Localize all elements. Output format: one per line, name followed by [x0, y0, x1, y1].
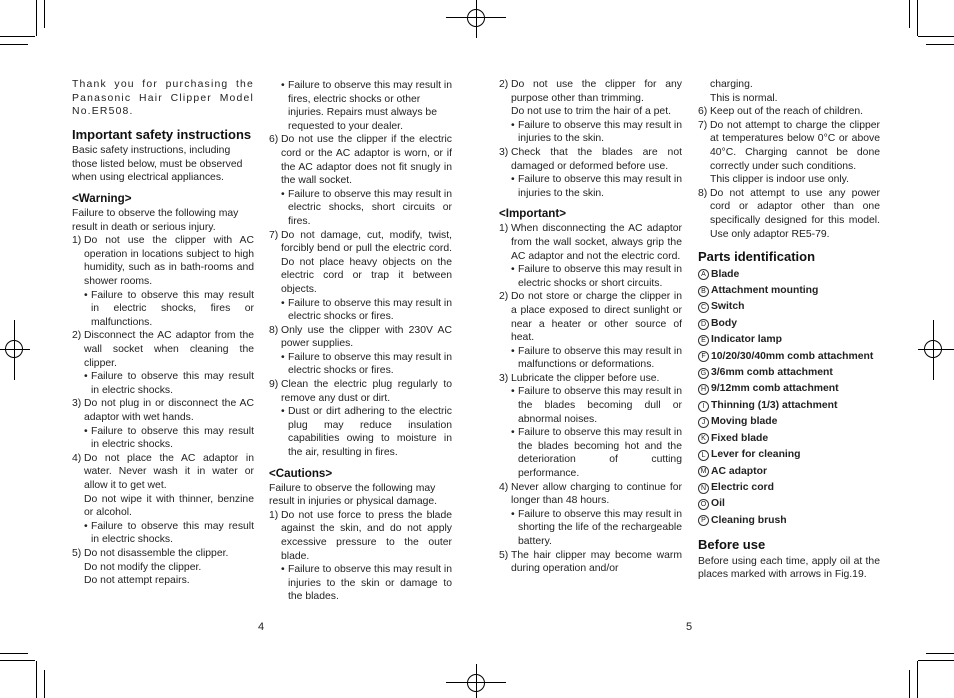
parts-item	[698, 365, 880, 381]
list-item: 7) Do not damage, cut, modify, twist, forcibly bend or pull the electric cord. Do not place heavy objects on the electric cord or trap it between objects.	[269, 229, 452, 295]
parts-letter: P	[698, 515, 709, 526]
list-subitem: • Failure to observe this may result in the blades becoming dull or abnormal noises.	[511, 386, 683, 425]
cautions-heading: <Cautions>	[269, 466, 333, 480]
parts-letter: L	[698, 450, 709, 461]
crop-mark	[926, 653, 954, 654]
parts-item	[698, 283, 880, 299]
parts-item	[698, 431, 880, 447]
parts-item	[698, 513, 880, 529]
parts-label: 9/12mm comb attachment	[711, 383, 839, 395]
parts-item	[698, 267, 880, 283]
crop-mark	[0, 44, 28, 45]
list-note: Do not modify the clipper.	[84, 561, 202, 573]
parts-letter: G	[698, 368, 709, 379]
parts-label: Lever for cleaning	[711, 449, 801, 461]
list-item: 5) Do not disassemble the clipper.	[72, 547, 229, 559]
parts-label: 10/20/30/40mm comb attachment	[711, 350, 874, 362]
parts-item	[698, 381, 880, 397]
warning-text: Failure to observe the following may result in death or serious injury.	[72, 208, 239, 233]
list-item: 2) Do not store or charge the clipper in a place exposed to direct sunlight or near a heater or other source of heat.	[499, 291, 682, 344]
crop-mark	[918, 36, 954, 37]
cautions-text: Failure to observe the following may result in injuries or physical damage.	[269, 482, 438, 508]
parts-item	[698, 447, 880, 463]
parts-item	[698, 480, 880, 496]
parts-letter: I	[698, 401, 709, 412]
registration-mark	[5, 340, 23, 358]
column-1	[72, 78, 254, 588]
list-subitem: • Failure to observe this may result in malfunctions or deformations.	[511, 345, 683, 371]
crop-mark	[926, 44, 954, 45]
parts-list	[698, 267, 880, 530]
parts-item	[698, 414, 880, 430]
crop-mark	[917, 661, 918, 698]
list-subitem: • Failure to observe this may result in electric shocks.	[84, 425, 254, 451]
parts-heading: Parts identification	[698, 249, 816, 265]
parts-letter: N	[698, 483, 709, 494]
parts-label: Oil	[711, 498, 725, 510]
list-note: This clipper is indoor use only.	[710, 174, 849, 186]
parts-item	[698, 398, 880, 414]
list-subitem: • Failure to observe this may result in electric shocks, short circuits or fires.	[281, 188, 453, 227]
list-subitem: • Failure to observe this may result in injuries to the skin or damage to the blades.	[281, 564, 453, 603]
list-item: 6) Keep out of the reach of children.	[698, 106, 864, 118]
parts-letter: C	[698, 302, 709, 313]
crop-mark	[918, 660, 954, 661]
list-note: Do not wipe it with thinner, benzine or alcohol.	[84, 493, 254, 519]
parts-item	[698, 299, 880, 315]
warning-heading: <Warning>	[72, 192, 132, 206]
crop-mark	[44, 670, 45, 698]
list-item: 7) Do not attempt to charge the clipper at temperatures below 0°C or above 40°C. Charging cannot be done correctly under such conditions.	[698, 119, 880, 172]
parts-item	[698, 316, 880, 332]
list-note: Do not use to trim the hair of a pet.	[511, 106, 671, 118]
list-note: charging.	[710, 79, 753, 90]
column-3	[499, 78, 682, 576]
crop-mark	[44, 0, 45, 28]
parts-item	[698, 332, 880, 348]
list-item: 3) Check that the blades are not damaged or deformed before use.	[499, 146, 682, 172]
parts-item	[698, 496, 880, 512]
list-item: 1) Do not use the clipper with AC operation in locations subject to high humidity, such as in bath-rooms and shower rooms.	[72, 235, 254, 288]
parts-label: Body	[711, 317, 737, 329]
warning-list	[72, 234, 254, 587]
before-use-text: Before using each time, apply oil at the places marked with arrows in Fig.19.	[698, 555, 880, 581]
parts-label: Blade	[711, 268, 740, 280]
list-subitem: • Failure to observe this may result in electric shocks.	[84, 371, 254, 396]
parts-label: Attachment mounting	[711, 285, 819, 297]
list-item: 8) Do not attempt to use any power cord or adaptor other than one specifically designed for this model. Use only adaptor RE5-79.	[698, 187, 880, 240]
safety-text: Basic safety instructions, including those listed below, must be observed when using electrical appliances.	[72, 145, 243, 184]
list-item: 1) Do not use force to press the blade against the skin, and do not apply excessive pressure to the outer blade.	[269, 509, 452, 562]
parts-letter: K	[698, 433, 709, 444]
crop-mark	[0, 36, 35, 37]
parts-letter: O	[698, 499, 709, 510]
page-number-right: 5	[686, 621, 693, 633]
parts-item	[698, 464, 880, 480]
parts-letter: B	[698, 286, 709, 297]
list-subitem: • Failure to observe this may result in electric shocks.	[84, 520, 254, 546]
parts-item	[698, 349, 880, 365]
list-item: 1) When disconnecting the AC adaptor from the wall socket, always grip the AC adaptor and not the electric cord.	[499, 223, 682, 262]
crop-mark	[36, 0, 37, 36]
list-subitem: • Failure to observe this may result in shorting the life of the rechargeable battery.	[511, 508, 683, 547]
list-item: 4) Never allow charging to continue for longer than 48 hours.	[499, 481, 682, 507]
intro-text: Thank you for purchasing the Panasonic Hair Clipper Model No.ER508.	[72, 79, 254, 118]
list-note: Do not attempt repairs.	[84, 575, 190, 587]
column-4	[698, 78, 880, 582]
list-item: 5) The hair clipper may become warm during operation and/or	[499, 549, 682, 575]
list-note: This is normal.	[710, 92, 778, 104]
list-subitem: • Failure to observe this may result in the blades becoming hot and the deterioration of cutting performance.	[511, 427, 683, 480]
parts-label: AC adaptor	[711, 465, 767, 477]
column-2	[269, 79, 452, 604]
registration-mark	[924, 340, 942, 358]
parts-label: Switch	[711, 301, 745, 313]
before-use-heading: Before use	[698, 537, 766, 553]
parts-label: Electric cord	[711, 481, 774, 493]
parts-letter: F	[698, 351, 709, 362]
parts-letter: J	[698, 417, 709, 428]
crop-mark	[909, 670, 910, 698]
list-subitem: • Failure to observe this may result in fires, electric shocks or other injuries. Repairs must always be requested to your dealer.	[281, 80, 453, 132]
list-subitem: • Failure to observe this may result in electric shocks or fires.	[281, 297, 453, 323]
parts-letter: M	[698, 466, 709, 477]
list-subitem: • Failure to observe this may result in electric shocks or short circuits.	[511, 264, 683, 289]
parts-label: Indicator lamp	[711, 334, 783, 346]
parts-letter: H	[698, 384, 709, 395]
registration-mark	[467, 9, 485, 27]
parts-label: Moving blade	[711, 416, 778, 428]
list-item: 9) Clean the electric plug regularly to remove any dust or dirt.	[269, 379, 452, 404]
list-item: 3) Do not plug in or disconnect the AC adaptor with wet hands.	[72, 398, 254, 423]
parts-letter: E	[698, 335, 709, 346]
list-item: 2) Disconnect the AC adaptor from the wall socket when cleaning the clipper.	[72, 330, 254, 369]
crop-mark	[917, 0, 918, 36]
crop-mark	[0, 660, 35, 661]
parts-letter: D	[698, 319, 709, 330]
list-subitem: • Failure to observe this may result in injuries to the skin.	[511, 174, 683, 199]
parts-letter: A	[698, 269, 709, 280]
parts-label: Cleaning brush	[711, 514, 787, 526]
important-heading: <Important>	[499, 207, 566, 221]
parts-label: Fixed blade	[711, 432, 769, 444]
page-number-left: 4	[258, 621, 265, 633]
registration-mark	[467, 674, 485, 692]
list-subitem: • Failure to observe this may result in electric shocks, fires or malfunctions.	[84, 289, 254, 328]
crop-mark	[909, 0, 910, 28]
parts-label: 3/6mm comb attachment	[711, 367, 833, 379]
list-item: 3) Lubricate the clipper before use.	[499, 372, 660, 384]
list-subitem: • Failure to observe this may result in electric shocks or fires.	[281, 351, 453, 377]
list-item: 4) Do not place the AC adaptor in water. Never wash it in water or allow it to get wet.	[72, 452, 254, 491]
list-item: 2) Do not use the clipper for any purpose other than trimming.	[499, 79, 682, 104]
parts-label: Thinning (1/3) attachment	[711, 399, 838, 411]
crop-mark	[36, 661, 37, 698]
safety-heading: Important safety instructions	[72, 126, 252, 142]
list-item: 6) Do not use the clipper if the electric cord or the AC adaptor is worn, or if the AC adaptor does not fit snugly in the wall socket.	[269, 134, 452, 187]
list-item: 8) Only use the clipper with 230V AC power supplies.	[269, 324, 452, 350]
crop-mark	[0, 653, 28, 654]
list-subitem: • Dust or dirt adhering to the electric plug may reduce insulation capabilities owing to moisture in the air, resulting in fires.	[281, 406, 452, 459]
list-subitem: • Failure to observe this may result in injuries to the skin.	[511, 119, 683, 145]
